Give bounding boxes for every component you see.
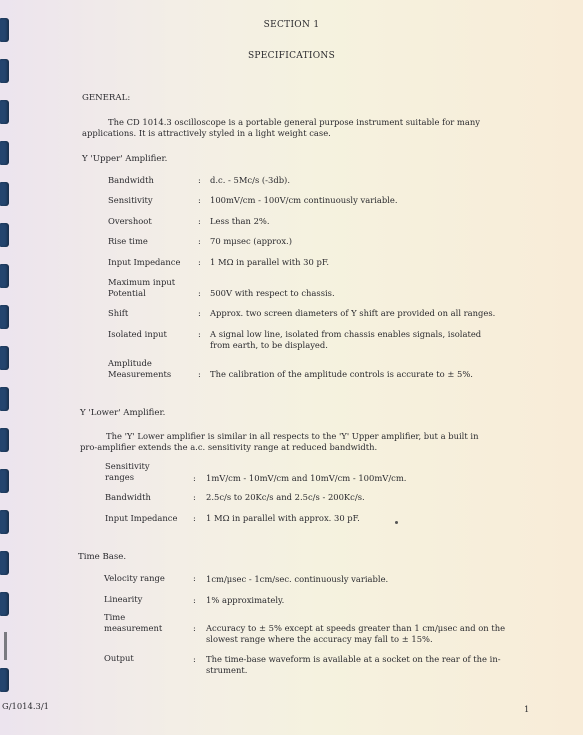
spec-value: Less than 2%. — [210, 216, 270, 226]
spec-value: 2.5c/s to 20Kc/s and 2.5c/s - 200Kc/s. — [206, 492, 365, 502]
binding-edge-mark — [4, 632, 7, 660]
binding-hole — [0, 592, 9, 616]
spec-value: d.c. - 5Mc/s (-3db). — [210, 175, 290, 185]
spec-label: Linearity — [104, 594, 143, 604]
binding-hole — [0, 428, 9, 452]
colon: : — [198, 288, 201, 298]
upper-amplifier-heading: Y 'Upper' Amplifier. — [82, 154, 168, 164]
lower-line: pro-amplifier extends the a.c. sensitivity range at reduced bandwidth. — [80, 442, 378, 452]
spec-label: Overshoot — [108, 216, 152, 226]
spiral-binding — [0, 0, 12, 735]
spec-label: Bandwidth — [108, 175, 154, 185]
binding-hole — [0, 100, 9, 124]
spec-label: Velocity range — [104, 573, 165, 583]
colon: : — [193, 513, 196, 523]
colon: : — [193, 595, 196, 605]
colon: : — [193, 492, 196, 502]
colon: : — [198, 329, 201, 339]
colon: : — [198, 257, 201, 267]
colon: : — [198, 236, 201, 246]
spec-label: Maximum input Potential — [108, 277, 176, 298]
binding-hole — [0, 141, 9, 165]
colon: : — [193, 573, 196, 583]
general-line: The CD 1014.3 oscilloscope is a portable general purpose instrument suitable for many — [108, 117, 480, 127]
colon: : — [198, 369, 201, 379]
spec-label: Amplitude Measurements — [108, 358, 172, 379]
colon: : — [198, 195, 201, 205]
spec-value: The calibration of the amplitude controls is accurate to ± 5%. — [210, 369, 473, 379]
spec-label: Shift — [108, 308, 129, 318]
binding-hole — [0, 59, 9, 83]
colon: : — [198, 175, 201, 185]
spec-value: 1% approximately. — [206, 595, 285, 605]
spec-label: Input Impedance — [108, 257, 181, 267]
document-reference: G/1014.3/1 — [2, 701, 49, 711]
spec-value: Accuracy to ± 5% except at speeds greater than 1 cm/μsec and on the slowest range where the accuracy may fall to ± 15%. — [206, 623, 506, 644]
colon: : — [193, 623, 196, 633]
general-paragraph — [82, 117, 480, 139]
spec-label: Rise time — [108, 236, 148, 246]
lower-paragraph — [80, 431, 478, 453]
spec-label: Sensitivity — [108, 195, 153, 205]
binding-hole — [0, 346, 9, 370]
binding-hole — [0, 510, 9, 534]
spec-value: 1 MΩ in parallel with 30 pF. — [210, 257, 330, 267]
spec-value: 1mV/cm - 10mV/cm and 10mV/cm - 100mV/cm. — [206, 473, 407, 483]
binding-hole — [0, 182, 9, 206]
page-number: 1 — [524, 704, 530, 714]
colon: : — [198, 216, 201, 226]
general-line: applications. It is attractively styled in a light weight case. — [82, 128, 331, 138]
time-base-heading: Time Base. — [78, 552, 127, 562]
binding-hole — [0, 387, 9, 411]
spec-value: The time-base waveform is available at a socket on the rear of the in- strument. — [206, 654, 501, 675]
binding-hole — [0, 668, 9, 692]
colon: : — [193, 654, 196, 664]
binding-hole — [0, 305, 9, 329]
spec-label: Output — [104, 653, 134, 663]
spec-value: A signal low line, isolated from chassis enables signals, isolated from earth, to be displayed. — [210, 329, 482, 350]
colon: : — [193, 473, 196, 483]
general-heading: GENERAL: — [82, 93, 131, 103]
binding-hole — [0, 469, 9, 493]
spec-value: 500V with respect to chassis. — [210, 288, 335, 298]
binding-hole — [0, 264, 9, 288]
spec-value: Approx. two screen diameters of Y shift are provided on all ranges. — [210, 308, 496, 318]
paper-speck — [395, 521, 398, 524]
lower-line: The 'Y' Lower amplifier is similar in all respects to the 'Y' Upper amplifier, but a built in — [106, 431, 479, 441]
page-title: SPECIFICATIONS — [247, 51, 336, 61]
lower-amplifier-heading: Y 'Lower' Amplifier. — [80, 408, 166, 418]
colon: : — [198, 308, 201, 318]
spec-label: Input Impedance — [105, 513, 178, 523]
spec-label: Sensitivity ranges — [105, 461, 150, 482]
spec-value: 100mV/cm - 100V/cm continuously variable. — [210, 195, 398, 205]
binding-hole — [0, 223, 9, 247]
spec-label: Time measurement — [104, 612, 163, 633]
spec-label: Isolated input — [108, 329, 167, 339]
spec-label: Bandwidth — [105, 492, 151, 502]
binding-hole — [0, 551, 9, 575]
spec-value: 70 mμsec (approx.) — [210, 236, 292, 246]
section-number: SECTION 1 — [263, 20, 320, 30]
spec-value: 1cm/μsec - 1cm/sec. continuously variable. — [206, 574, 389, 584]
spec-value: 1 MΩ in parallel with approx. 30 pF. — [206, 513, 360, 523]
